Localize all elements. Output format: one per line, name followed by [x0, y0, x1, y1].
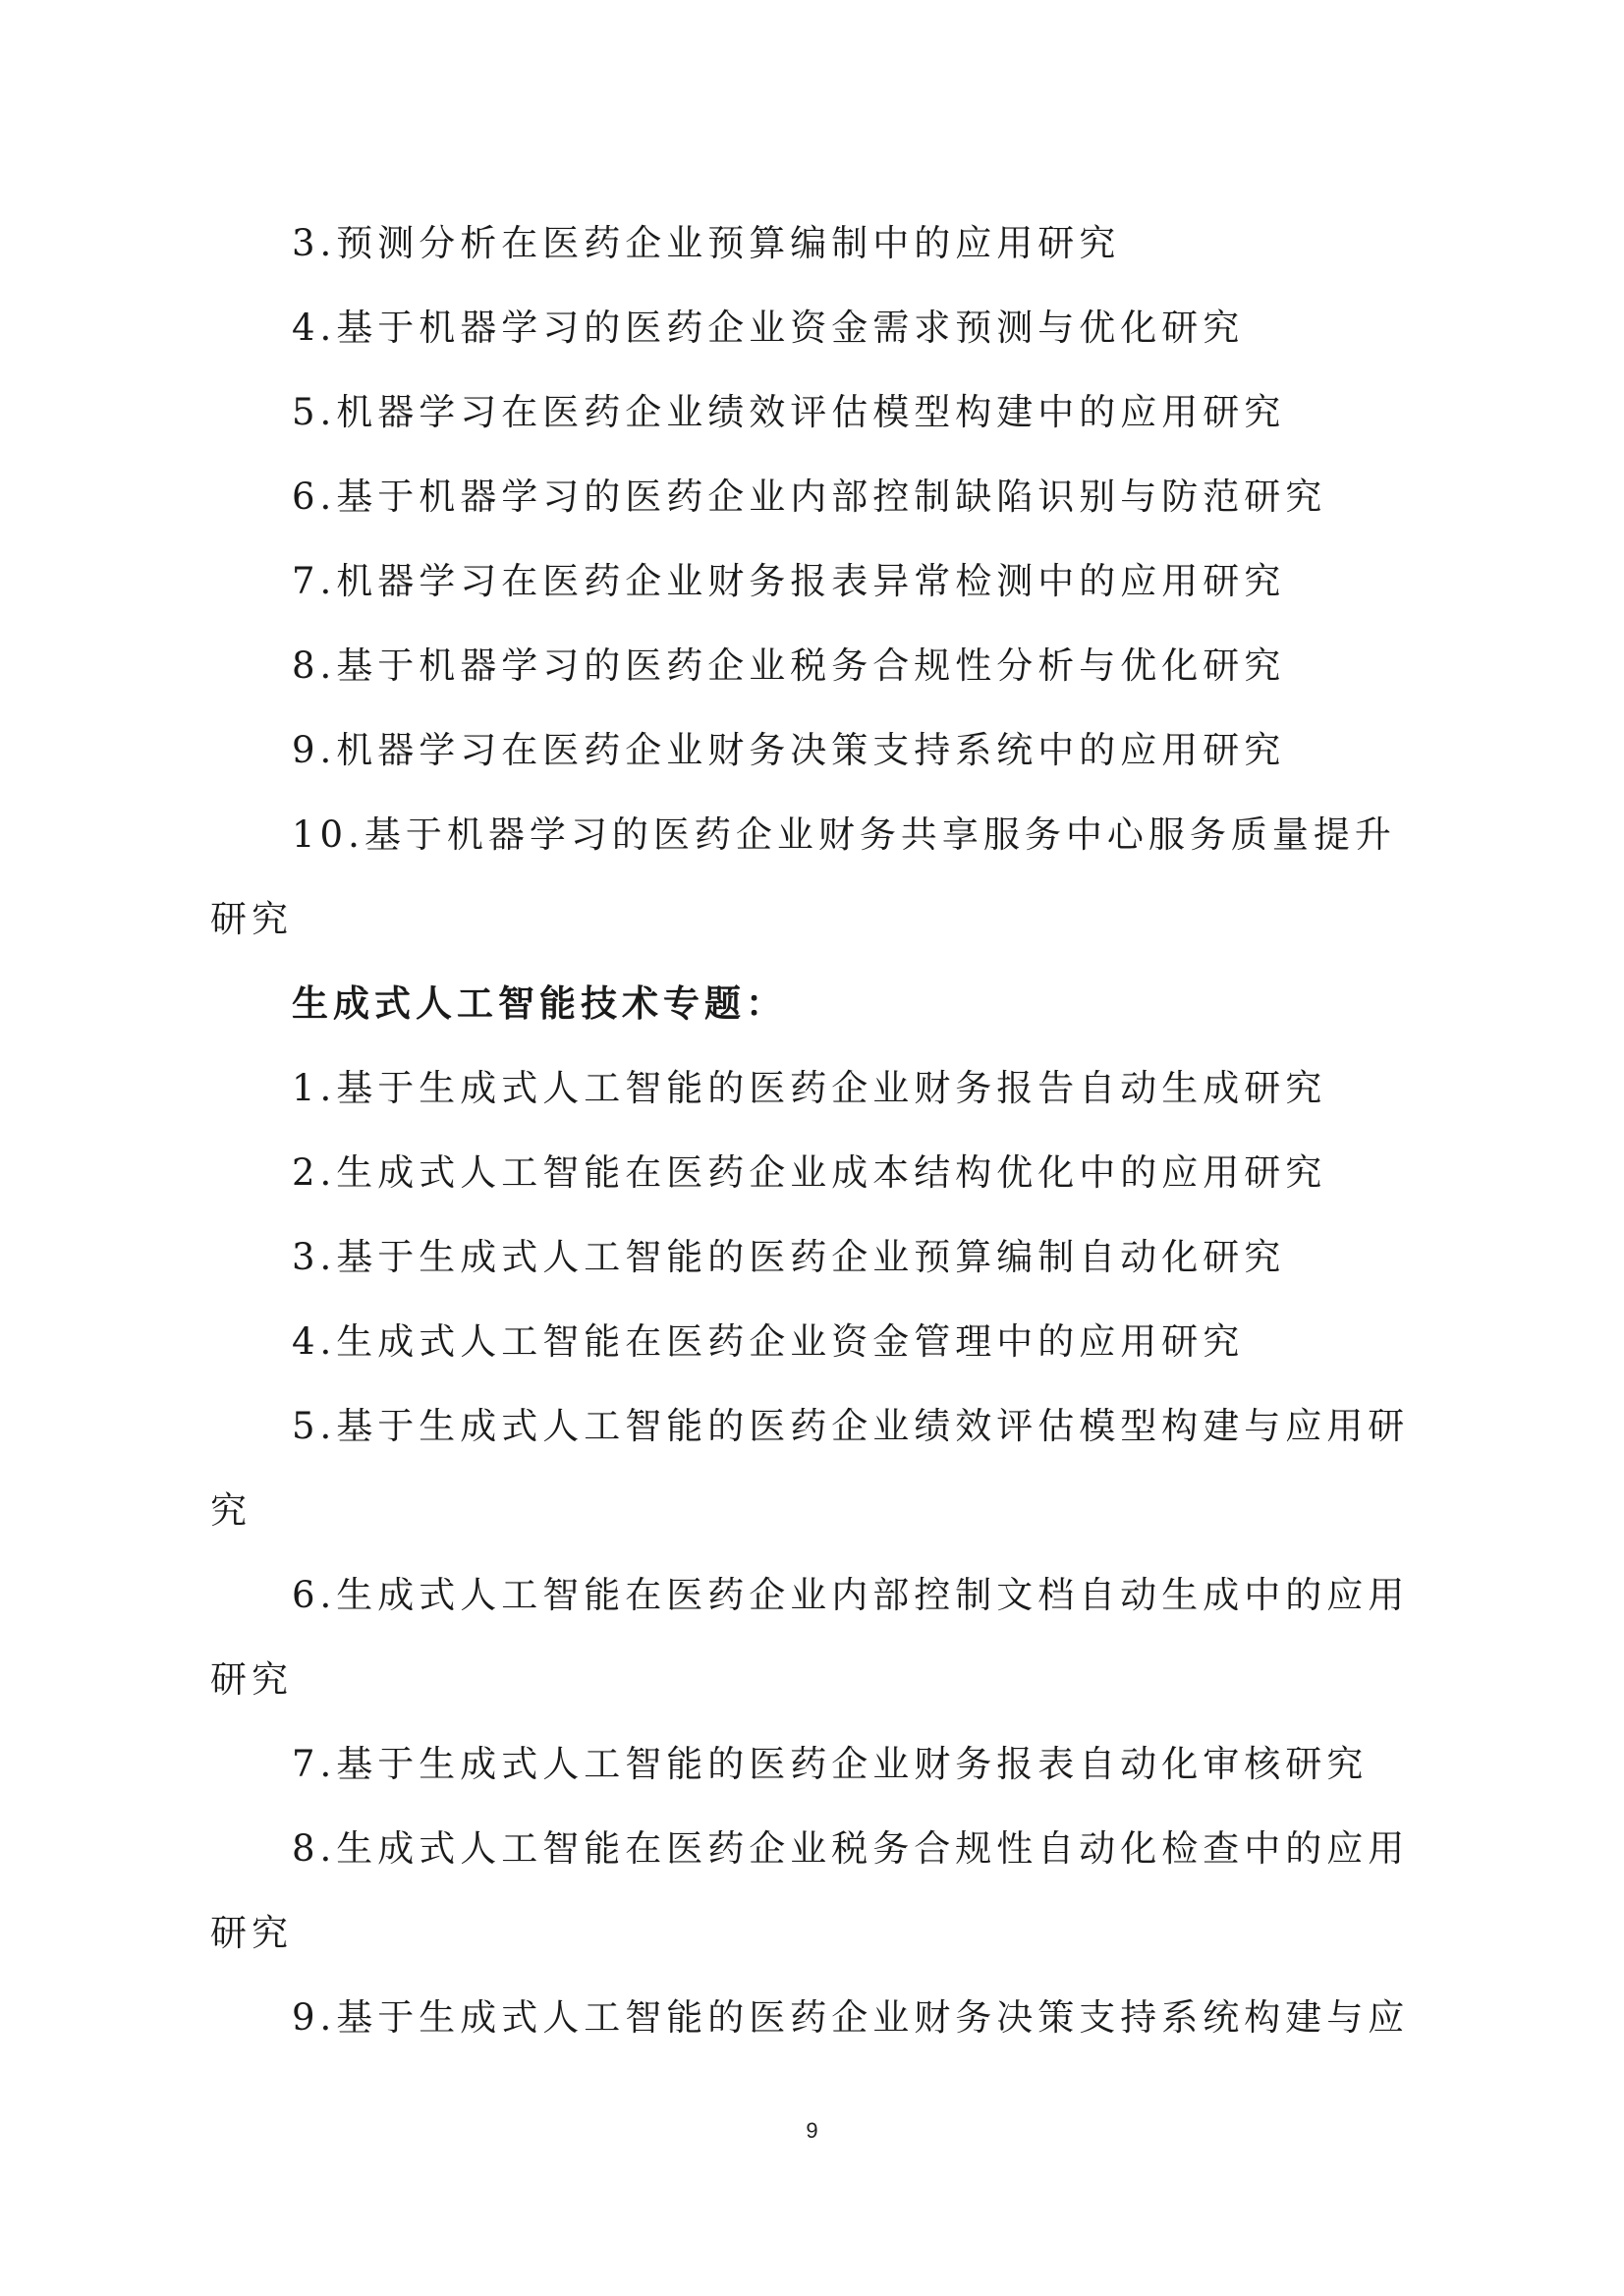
- list-item: 9.基于生成式人工智能的医药企业财务决策支持系统构建与应: [292, 1996, 1410, 2039]
- list-item: 5.基于生成式人工智能的医药企业绩效评估模型构建与应用研: [292, 1405, 1410, 1447]
- list-item: 5.机器学习在医药企业绩效评估模型构建中的应用研究: [292, 391, 1286, 433]
- list-item: 10.基于机器学习的医药企业财务共享服务中心服务质量提升: [292, 813, 1396, 856]
- list-item: 8.基于机器学习的医药企业税务合规性分析与优化研究: [292, 644, 1286, 687]
- list-item: 7.机器学习在医药企业财务报表异常检测中的应用研究: [292, 560, 1286, 602]
- list-item-continuation: 究: [210, 1489, 252, 1532]
- list-item-continuation: 研究: [210, 1658, 293, 1701]
- list-item: 1.基于生成式人工智能的医药企业财务报告自动生成研究: [292, 1067, 1327, 1109]
- list-item: 4.基于机器学习的医药企业资金需求预测与优化研究: [292, 307, 1245, 349]
- section-heading: 生成式人工智能技术专题：: [292, 982, 787, 1025]
- page-number: 9: [806, 2118, 818, 2143]
- list-item: 3.预测分析在医药企业预算编制中的应用研究: [292, 222, 1121, 264]
- list-item: 4.生成式人工智能在医药企业资金管理中的应用研究: [292, 1320, 1245, 1363]
- list-item: 6.生成式人工智能在医药企业内部控制文档自动生成中的应用: [292, 1574, 1410, 1616]
- list-item: 6.基于机器学习的医药企业内部控制缺陷识别与防范研究: [292, 476, 1327, 518]
- list-item: 7.基于生成式人工智能的医药企业财务报表自动化审核研究: [292, 1743, 1369, 1785]
- list-item: 8.生成式人工智能在医药企业税务合规性自动化检查中的应用: [292, 1827, 1410, 1870]
- list-item-continuation: 研究: [210, 1912, 293, 1954]
- list-item: 3.基于生成式人工智能的医药企业预算编制自动化研究: [292, 1236, 1286, 1278]
- list-item: 2.生成式人工智能在医药企业成本结构优化中的应用研究: [292, 1151, 1327, 1194]
- list-item-continuation: 研究: [210, 898, 293, 940]
- document-body: [210, 201, 1409, 2060]
- list-item: 9.机器学习在医药企业财务决策支持系统中的应用研究: [292, 729, 1286, 771]
